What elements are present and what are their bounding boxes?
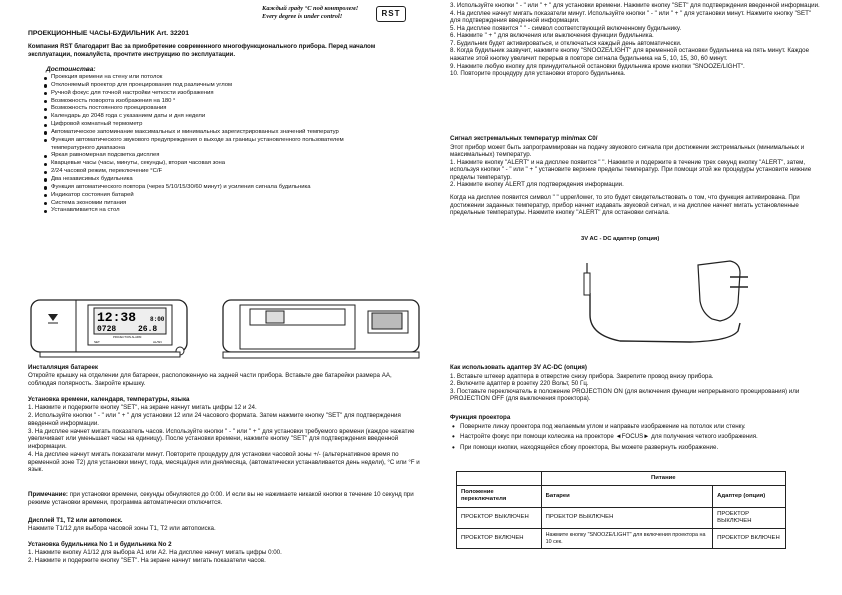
- step-item: 10. Повторите процедуру для установки второго будильника.: [450, 70, 626, 78]
- step-item: 9. Нажмите любую кнопку для принудительной остановки будильника кроме кнопки "SNOOZE/LIGHT".: [450, 62, 745, 70]
- extreme-intro: Этот прибор может быть запрограммирован на подачу звукового сигнала при достижении экстремальных (минимальных и максимальных) температур.: [450, 143, 805, 159]
- power-table-caption: Питание: [541, 472, 785, 486]
- device-illustrations: [28, 297, 420, 360]
- feature-item: Возможность постоянного проецирования: [44, 105, 384, 113]
- slogan-en: Every degree is under control!: [262, 13, 343, 20]
- alarm-steps-continued: [450, 2, 822, 78]
- feature-item: Отклоняемый проектор для проецирования под различным углом: [44, 82, 384, 90]
- note-section: [28, 491, 420, 506]
- step-item: 3. На дисплее начнет мигать показатель часов. Используйте кнопки " - " или " + " для установки требуемого времени (каждое нажатие увеличивает или уменьшает часы на единицу). После установки времени, нажмите кнопку "SET" для подтверждения введенной информации.: [28, 427, 415, 450]
- step-item: 2. Нажмите и подержите кнопку "SET". На экране начнут мигать показатели часов.: [28, 557, 266, 565]
- time-setting-steps: [28, 404, 420, 474]
- extreme-outro: Когда на дисплее появится символ " " upper/lower, то это будет свидетельствовать о том, что функция активирована. При достижении заданных температур, прибор начнет издавать звуковой сигнал, и на дисплее начнет мигать установленные предельные температуры. Нажмите кнопку "ALERT" для остановки сигнала.: [450, 193, 800, 217]
- battery-section: [28, 364, 420, 388]
- step-item: 8. Когда будильник зазвучит, нажмите кнопку "SNOOZE/LIGHT" для временной остановки будильника на пять минут. Каждое нажатие этой кнопку увеличит перерыв в повторе сигнала будильника на 5, 10, 15, 30, 60 минут.: [450, 47, 810, 62]
- adapter-label: 3V AC - DC адаптер (опция): [581, 236, 660, 242]
- extreme-section: [450, 135, 822, 217]
- battery-text: Откройте крышку на отделении для батареек, расположенную на задней части прибора. Вставьте две батарейки размера AA, соблюдая полярность. Закройте крышку.: [28, 372, 392, 387]
- step-item: 1. Нажмите кнопку "ALERT" и на дисплее появится " ". Нажмите и подержите в течение трех секунд кнопку "ALERT", затем, используя кнопки " - " или " + " установите верхние пределы температур. При помощи этой же процедуры установите нижние пределы температур.: [450, 158, 812, 181]
- adapter-illustration: [570, 243, 750, 351]
- time-setting-section: [28, 396, 420, 474]
- table-cell: ПРОЕКТОР ВКЛЮЧЕН: [457, 529, 542, 549]
- table-cell: ПРОЕКТОР ВКЛЮЧЕН: [713, 529, 786, 549]
- table-row: [457, 529, 786, 549]
- display-small-time: 8:00: [150, 316, 165, 323]
- button-set-label[interactable]: SET: [94, 340, 100, 344]
- table-cell: ПРОЕКТОР ВЫКЛЮЧЕН: [457, 507, 542, 528]
- display-t-section: [28, 517, 420, 533]
- rst-logo: RST: [376, 6, 406, 22]
- step-item: 2. Включите адаптер в розетку 220 Вольт, 50 Гц.: [450, 380, 589, 388]
- step-item: 1. Нажмите и подержите кнопку "SET", на экране начнут мигать цифры 12 и 24.: [28, 404, 257, 412]
- alarm-section: [28, 541, 420, 565]
- step-item: 1. Вставьте штекер адаптера в отверстие снизу прибора. Закрепите провод внизу прибора.: [450, 372, 714, 380]
- extreme-steps: [450, 159, 822, 189]
- feature-item: Ручной фокус для точной настройки четкости изображения: [44, 90, 384, 98]
- feature-item: Функция автоматического звукового предупреждения о выходе за границы установленного пользователем температурного диапазона: [44, 137, 384, 153]
- power-table: [456, 471, 786, 549]
- button-alsn-label[interactable]: AL/SN: [153, 340, 162, 344]
- feature-item: 2/24 часовой режим, переключение °C/F: [44, 168, 384, 176]
- feature-item: Индикатор состояния батарей: [44, 192, 384, 200]
- power-table-col1: Положение переключателя: [457, 486, 542, 507]
- projector-list: [450, 423, 822, 452]
- display-date: 0728: [97, 325, 117, 334]
- step-item: 5. На дисплее появится " " - символ соответствующий включенному будильнику.: [450, 24, 682, 32]
- table-cell: Нажмите кнопку "SNOOZE/LIGHT" для включения проектора на 10 сек.: [541, 529, 713, 549]
- projector-heading: Функция проектора: [450, 414, 511, 421]
- feature-item: Календарь до 2048 года с указанием даты и дня недели: [44, 113, 384, 121]
- feature-item: Устанавливается на стол: [44, 207, 384, 215]
- adapter-section: [450, 364, 822, 403]
- feature-item: Система экономии питания: [44, 200, 384, 208]
- step-item: 2. Нажмите кнопку ALERT для подтверждения информации.: [450, 181, 624, 189]
- feature-item: Автоматическое запоминание максимальных и минимальных зарегистрированных значений температур: [44, 129, 384, 137]
- feature-item: Функция автоматического повтора (через 5/10/15/30/60 минут) и усиления сигнала будильника: [44, 184, 384, 192]
- projector-item: • Поверните линзу проектора под желаемым углом и направьте изображение на потолок или стенку.: [450, 423, 822, 431]
- time-setting-heading: Установка времени, календаря, температуры, языка: [28, 396, 190, 403]
- step-item: 6. Нажмите " + " для включения или выключения функции будильника.: [450, 32, 654, 40]
- step-item: 7. Будильник будет активироваться, и отключаться каждый день автоматически.: [450, 39, 682, 47]
- feature-item: Возможность поворота изображения на 180 °: [44, 98, 384, 106]
- slogan: [262, 5, 358, 21]
- adapter-heading: Как использовать адаптер 3V AC-DC (опция): [450, 364, 587, 371]
- features-heading: Достоинства:: [46, 66, 96, 73]
- projector-item: • При помощи кнопки, находящейся сбоку проектора, Вы можете развернуть изображение.: [450, 444, 822, 452]
- step-item: 4. На дисплее начнут мигать показатели минут. Повторите процедуру для установки часовой зоны +/- (альтернативное время по временной зоне Т2) для установки минут, года, месяца/дня или дня/месяца, (автоматически устанавливается день недели), °C или °F и язык.: [28, 450, 420, 474]
- display-label: PROJECTION ALARM: [113, 335, 142, 339]
- table-cell: ПРОЕКТОР ВЫКЛЮЧЕН: [713, 507, 786, 528]
- projector-item: • Настройте фокус при помощи колесика на проекторе ◄FOCUS► для получения четкого изображения.: [450, 433, 822, 441]
- page-title: ПРОЕКЦИОННЫЕ ЧАСЫ-БУДИЛЬНИК Art. 32201: [28, 30, 189, 37]
- step-item: 2. Используйте кнопки " - " или " + " для установки 12 или 24 часового формата. Затем нажмите кнопку "SET" для подтверждения введенной информации.: [28, 412, 401, 427]
- power-table-col2: Батареи: [541, 486, 713, 507]
- table-cell: ПРОЕКТОР ВЫКЛЮЧЕН: [541, 507, 713, 528]
- display-time: 12:38: [97, 310, 137, 325]
- step-item: 3. Поставьте переключатель в положение PROJECTION ON (для включения функции непрерывного проецирования) или PROJECTION OFF (для выключения проектора).: [450, 387, 800, 403]
- note-text: при установки времени, секунды обнуляются до 0:00. И если вы не нажимаете никакой кнопки в течение 10 секунд при режиме установки времени, программа автоматически отключится.: [28, 491, 414, 506]
- slogan-ru: Каждый граду °C под контролем!: [262, 5, 359, 12]
- battery-heading: Инсталляция батареек: [28, 364, 98, 371]
- step-item: 1. Нажмите кнопку А1/12 для выбора А1 или А2. На дисплее начнут мигать цифры 0:00.: [28, 549, 282, 557]
- feature-item: Яркая равномерная подсветка дисплея: [44, 152, 384, 160]
- projector-section: [450, 414, 822, 454]
- alarm-steps: [28, 549, 420, 565]
- step-item: 3. Используйте кнопки " - " или " + " для установки времени. Нажмите кнопку "SET" для подтверждения введенной информации.: [450, 2, 820, 9]
- display-temp: 26.8: [138, 325, 158, 334]
- feature-item: Цифровой комнатный термометр: [44, 121, 384, 129]
- adapter-steps: [450, 373, 822, 403]
- feature-item: Два независимых будильника: [44, 176, 384, 184]
- feature-item: Кварцевые часы (часы, минуты, секунды), вторая часовая зона: [44, 160, 384, 168]
- display-t-heading: Дисплей Т1, Т2 или автопоиск.: [28, 517, 123, 524]
- alarm-heading: Установка будильника No 1 и будильника No 2: [28, 541, 172, 548]
- table-row: [457, 507, 786, 528]
- power-table-col3: Адаптер (опция): [713, 486, 786, 507]
- display-t-text: Нажмите Т1/12 для выбора часовой зоны Т1, Т2 или автопоиска.: [28, 525, 216, 533]
- extreme-heading: Сигнал экстремальных температур min/max C0/: [450, 135, 598, 142]
- features-list: [44, 74, 384, 215]
- feature-item: Проекция времени на стену или потолок: [44, 74, 384, 82]
- note-label: Примечание:: [28, 491, 68, 498]
- step-item: 4. На дисплее начнут мигать показатели минут. Используйте кнопки " - " или " + " для установки минут. Нажмите кнопку "SET" для подтверждения введенной информации.: [450, 9, 812, 25]
- intro-text: Компания RST благодарит Вас за приобретение современного многофункционального прибора. Перед началом эксплуатации, пожалуйста, прочтите инструкцию по эксплуатации.: [28, 43, 376, 58]
